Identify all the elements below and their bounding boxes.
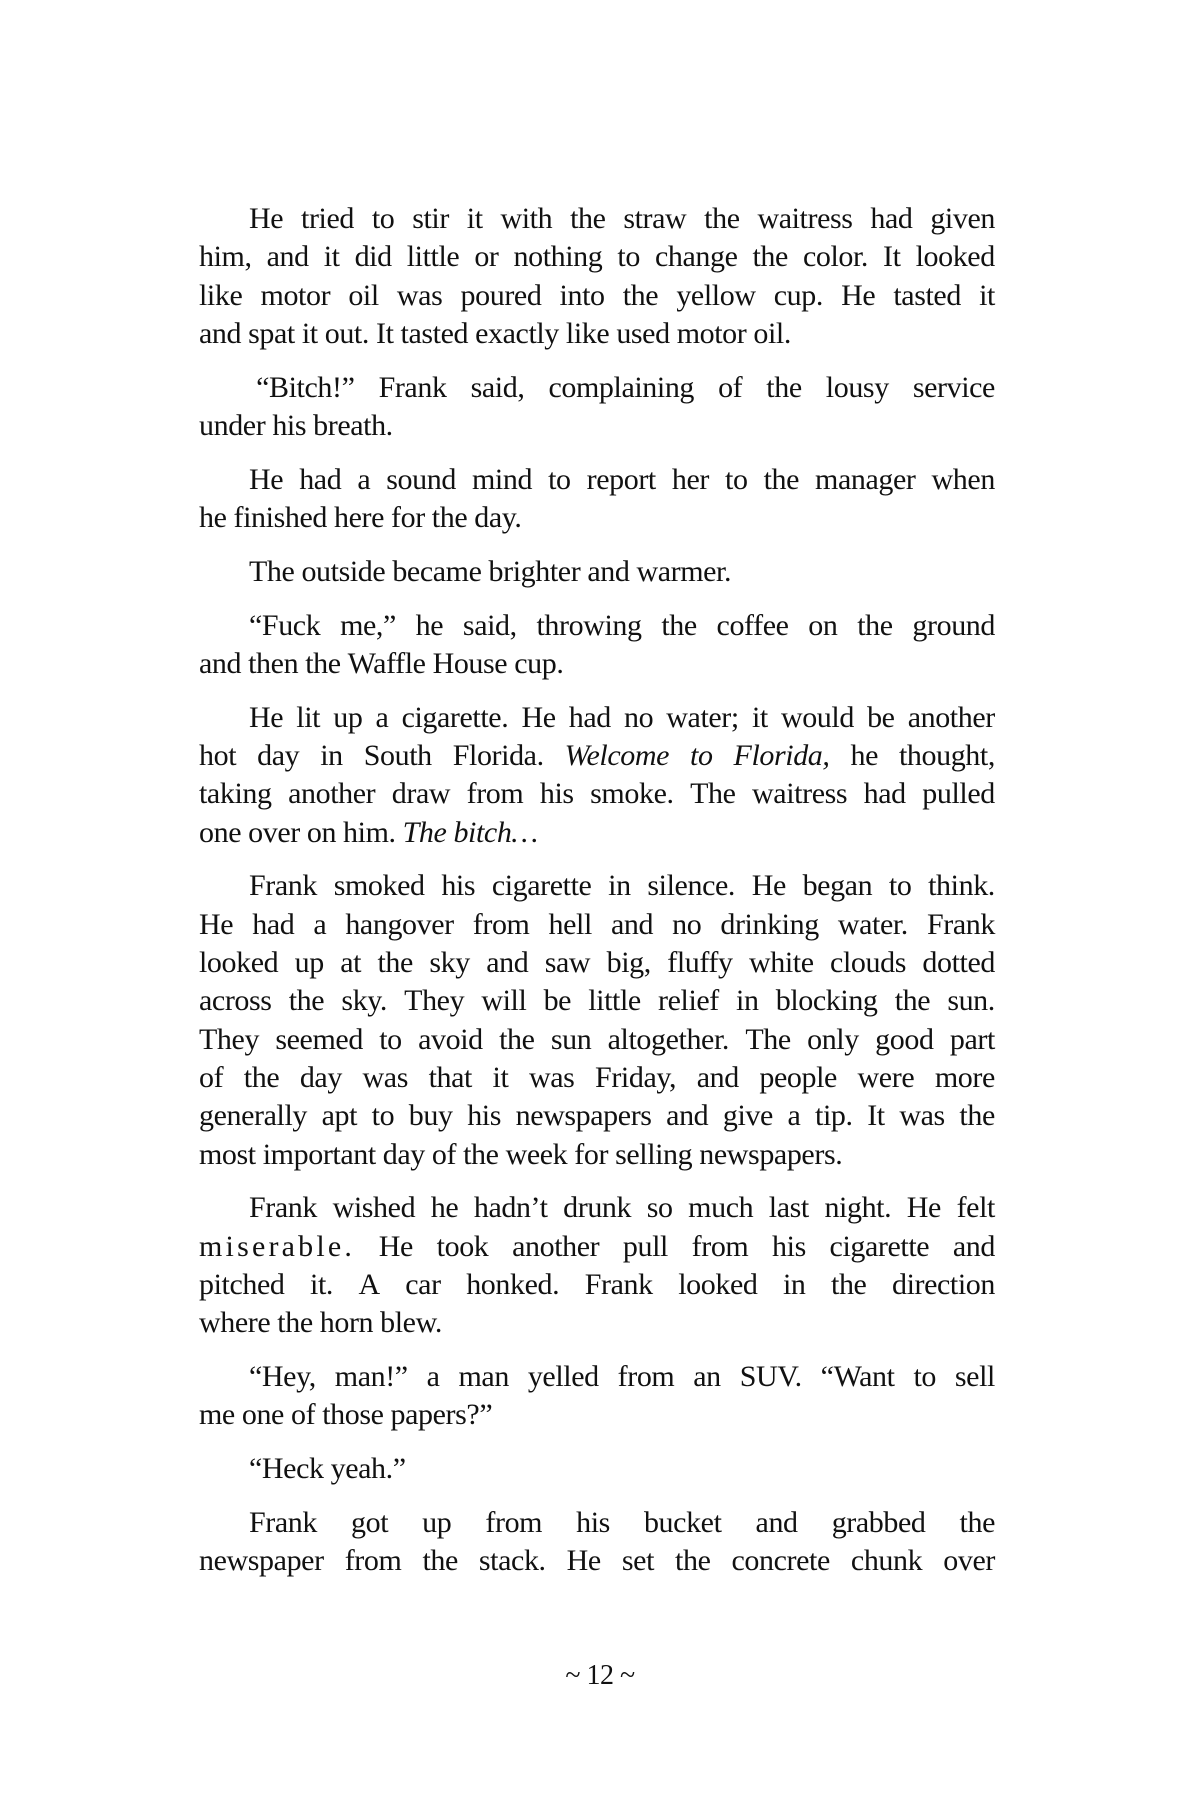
text-line: The outside became brighter and warmer. xyxy=(249,554,732,588)
text-line: “Hey, man!” a man yelled from an SUV. “Want to sell xyxy=(249,1360,995,1394)
text-line: Frank got up from his bucket and grabbed the xyxy=(249,1505,995,1539)
text-line: like motor oil was poured into the yellow cup. He tasted it xyxy=(199,278,995,312)
text-line: Frank wished he hadn’t drunk so much last night. He felt xyxy=(249,1191,995,1225)
text-line: He had a hangover from hell and no drinking water. Frank xyxy=(199,907,995,941)
paragraph xyxy=(199,699,995,852)
text-line: he finished here for the day. xyxy=(199,501,522,535)
paragraph xyxy=(199,553,995,591)
paragraph xyxy=(199,369,995,446)
text-line: taking another draw from his smoke. The waitress had pulled xyxy=(199,777,995,811)
text-line: most important day of the week for selling newspapers. xyxy=(199,1137,843,1171)
body-text xyxy=(199,200,995,1596)
text-line: one over on him. The bitch… xyxy=(199,815,538,849)
text-line: newspaper from the stack. He set the concrete chunk over xyxy=(199,1544,995,1578)
paragraph xyxy=(199,607,995,684)
paragraph xyxy=(199,1450,995,1488)
paragraph xyxy=(199,461,995,538)
text-line: Frank smoked his cigarette in silence. He began to think. xyxy=(249,869,995,903)
text-line: He had a sound mind to report her to the manager when xyxy=(249,462,995,496)
text-line: hot day in South Florida. Welcome to Florida, he thought, xyxy=(199,739,995,773)
text-line: “Fuck me,” he said, throwing the coffee on the ground xyxy=(249,608,995,642)
text-line: under his breath. xyxy=(199,408,393,442)
text-line: “Bitch!” Frank said, complaining of the lousy service xyxy=(249,370,995,404)
text-line: generally apt to buy his newspapers and give a tip. It was the xyxy=(199,1099,995,1133)
text-line: and then the Waffle House cup. xyxy=(199,646,564,680)
paragraph xyxy=(199,1189,995,1342)
text-line: of the day was that it was Friday, and people were more xyxy=(199,1060,995,1094)
text-line: pitched it. A car honked. Frank looked in the direction xyxy=(199,1267,995,1301)
text-line: where the horn blew. xyxy=(199,1306,443,1340)
text-line: across the sky. They will be little relief in blocking the sun. xyxy=(199,984,995,1018)
paragraph xyxy=(199,200,995,353)
text-line: him, and it did little or nothing to change the color. It looked xyxy=(199,240,995,274)
page-number: ~ 12 ~ xyxy=(565,1660,635,1691)
paragraph xyxy=(199,1358,995,1435)
text-line: and spat it out. It tasted exactly like used motor oil. xyxy=(199,316,791,350)
text-line: me one of those papers?” xyxy=(199,1398,493,1432)
paragraph xyxy=(199,867,995,1173)
paragraph xyxy=(199,1504,995,1581)
text-line: They seemed to avoid the sun altogether. The only good part xyxy=(199,1022,995,1056)
text-line: miserable. He took another pull from his cigarette and xyxy=(199,1229,995,1263)
text-line: He tried to stir it with the straw the waitress had given xyxy=(249,202,995,235)
text-line: He lit up a cigarette. He had no water; it would be another xyxy=(249,700,995,734)
text-line: “Heck yeah.” xyxy=(249,1452,406,1486)
text-line: looked up at the sky and saw big, fluffy white clouds dotted xyxy=(199,946,995,980)
